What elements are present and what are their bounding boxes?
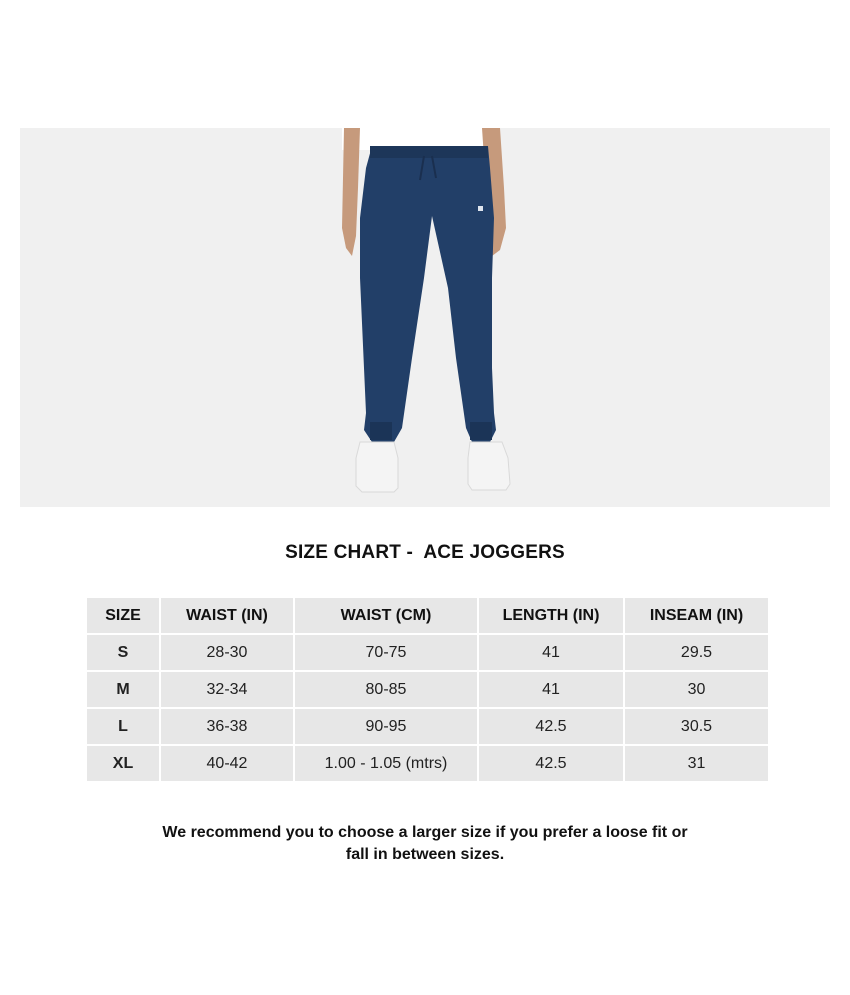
waist-in-cell: 36-38: [161, 709, 293, 744]
note-line-1: We recommend you to choose a larger size if you prefer a loose fit or: [162, 824, 688, 841]
table-row: [87, 746, 768, 781]
length-cell: 41: [479, 635, 623, 670]
table-row: [87, 635, 768, 670]
joggers-pants: [360, 146, 496, 442]
size-chart-table: [85, 596, 770, 783]
table-row: [87, 672, 768, 707]
brand-logo-mark: [478, 206, 483, 211]
inseam-cell: 30: [625, 672, 768, 707]
product-photo: [20, 128, 830, 507]
length-cell: 42.5: [479, 746, 623, 781]
table-header-row: [87, 598, 768, 633]
size-cell: S: [87, 635, 159, 670]
length-cell: 41: [479, 672, 623, 707]
waist-in-cell: 32-34: [161, 672, 293, 707]
column-header-inseam-in: INSEAM (IN): [625, 598, 768, 633]
inseam-cell: 31: [625, 746, 768, 781]
right-shoe: [468, 442, 510, 490]
left-shoe: [356, 442, 398, 492]
length-cell: 42.5: [479, 709, 623, 744]
size-chart-title: SIZE CHART - ACE JOGGERS: [285, 542, 565, 563]
waist-cm-cell: 70-75: [295, 635, 477, 670]
waist-in-cell: 28-30: [161, 635, 293, 670]
table-row: [87, 709, 768, 744]
size-cell: XL: [87, 746, 159, 781]
fit-recommendation-note: [0, 822, 850, 866]
inseam-cell: 30.5: [625, 709, 768, 744]
waist-cm-cell: 1.00 - 1.05 (mtrs): [295, 746, 477, 781]
note-line-2: fall in between sizes.: [345, 846, 505, 863]
joggers-model-photo: [20, 128, 830, 507]
column-header-waist-in: WAIST (IN): [161, 598, 293, 633]
waist-cm-cell: 90-95: [295, 709, 477, 744]
size-cell: M: [87, 672, 159, 707]
waist-in-cell: 40-42: [161, 746, 293, 781]
column-header-size: SIZE: [87, 598, 159, 633]
left-arm: [342, 128, 360, 256]
waist-cm-cell: 80-85: [295, 672, 477, 707]
left-cuff: [370, 422, 392, 440]
column-header-length-in: LENGTH (IN): [479, 598, 623, 633]
size-cell: L: [87, 709, 159, 744]
right-cuff: [470, 422, 492, 440]
column-header-waist-cm: WAIST (CM): [295, 598, 477, 633]
waistband: [370, 146, 488, 158]
inseam-cell: 29.5: [625, 635, 768, 670]
